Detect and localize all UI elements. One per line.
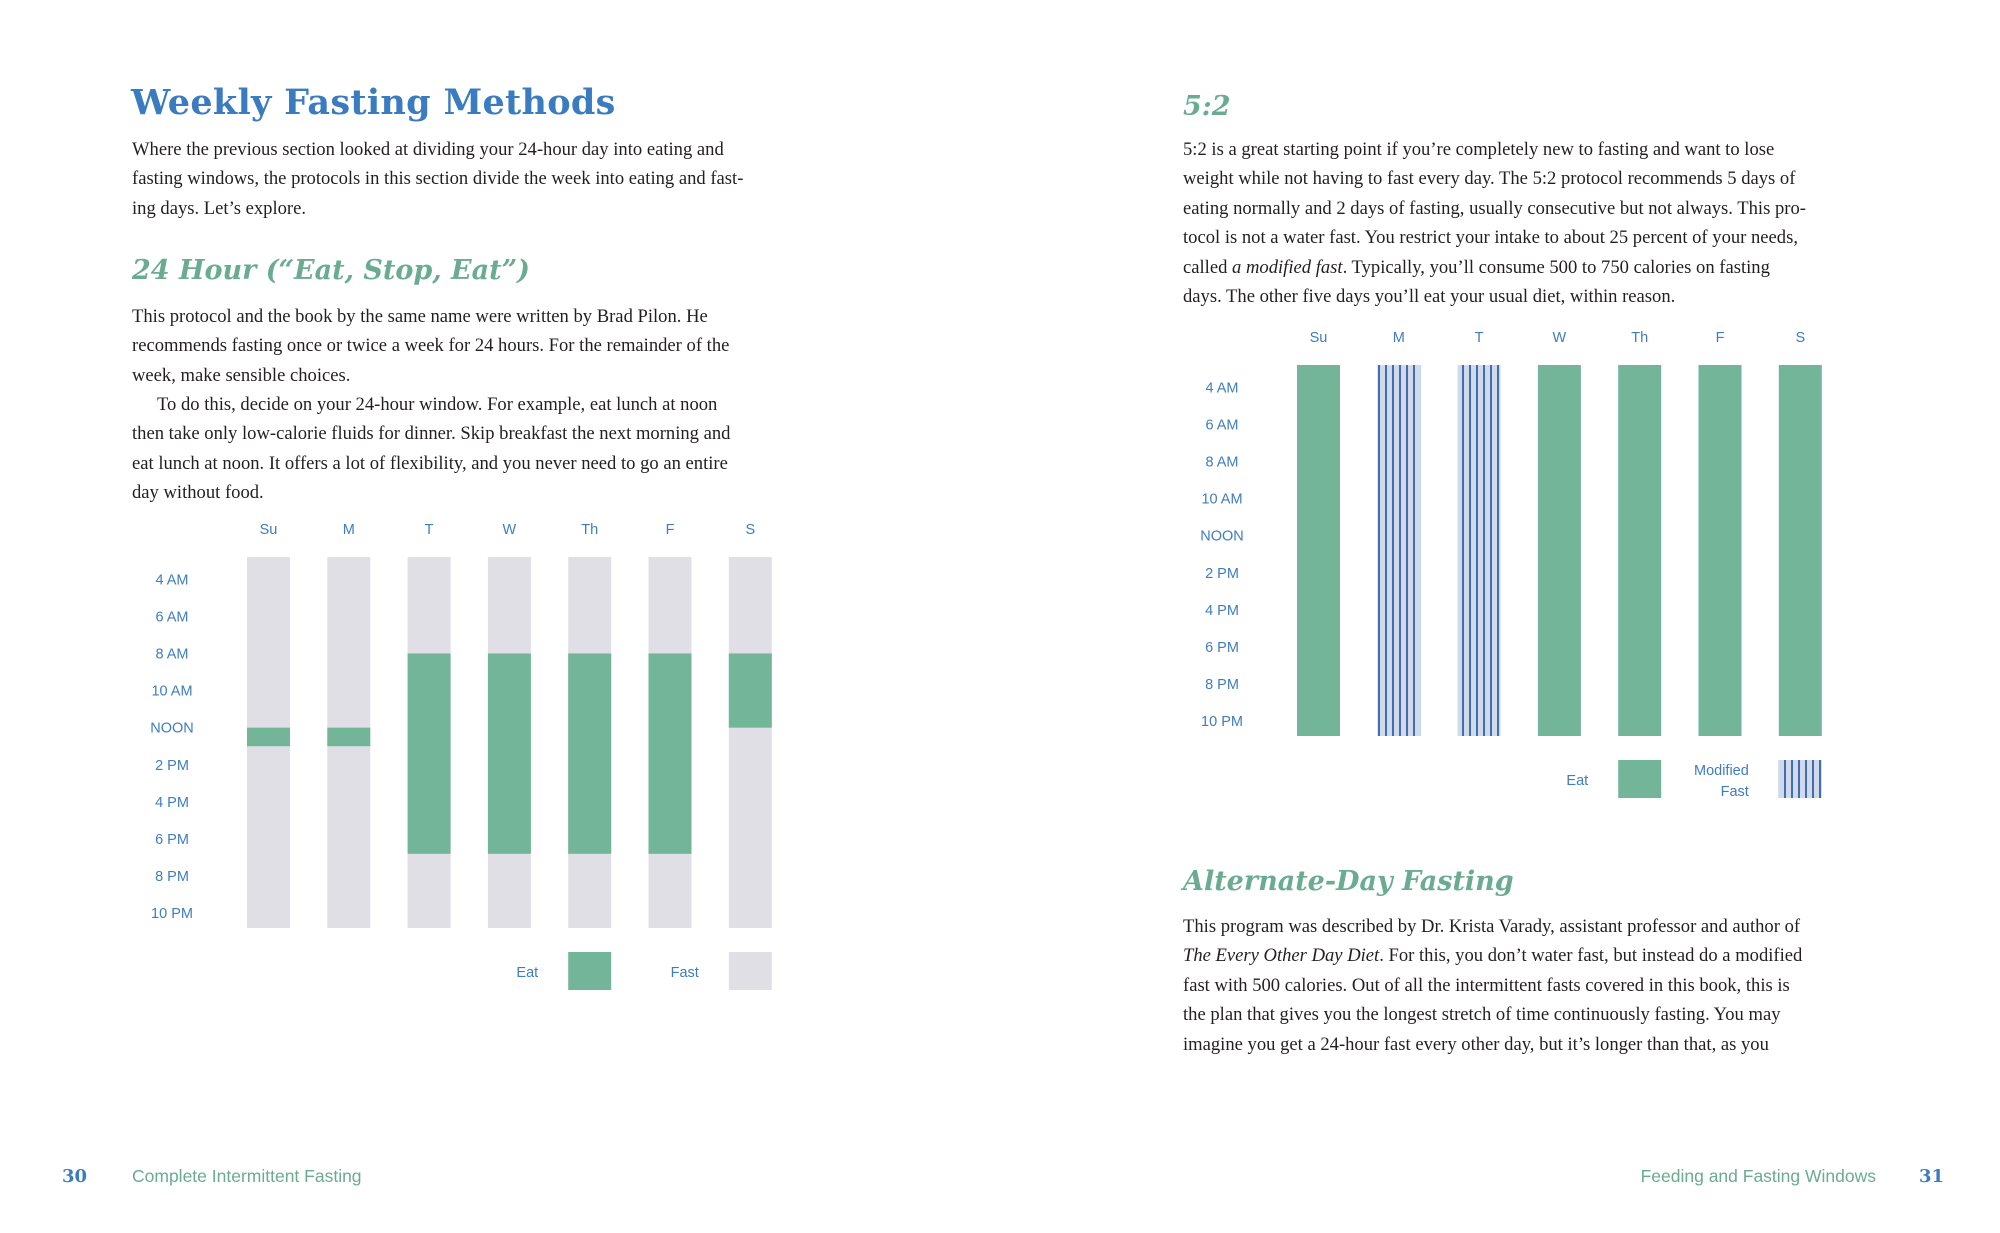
text-line: Where the previous section looked at dividing your 24-hour day into eating and: [132, 139, 724, 160]
time-label: 6 AM: [155, 609, 189, 626]
chart-5-2: [1180, 318, 1860, 808]
intro-paragraph: [132, 135, 832, 223]
paragraph-24-hour-1: [132, 302, 832, 390]
time-label: NOON: [1200, 528, 1244, 545]
text-line: day without food.: [132, 482, 264, 504]
text-run: called: [1183, 256, 1233, 278]
eat-segment-m: [327, 728, 370, 747]
time-label: NOON: [150, 720, 194, 737]
day-label: S: [1795, 330, 1806, 346]
section-title-24-hour: 24 Hour (“Eat, Stop, Eat”): [132, 255, 530, 286]
time-label: 10 PM: [151, 906, 193, 923]
page-number-left: 30: [62, 1166, 88, 1187]
time-label: 6 PM: [155, 831, 189, 848]
running-footer-right: Feeding and Fasting Windows: [1640, 1166, 1876, 1186]
text-line: fasting windows, the protocols in this section divide the week into eating and fast-: [132, 168, 744, 190]
text-line: then take only low-calorie fluids for dinner. Skip breakfast the next morning and: [132, 423, 731, 445]
running-footer-left: Complete Intermittent Fasting: [132, 1166, 362, 1186]
day-label: S: [745, 522, 756, 538]
day-label: Th: [1631, 330, 1649, 346]
text-line: [1183, 941, 1903, 970]
time-label: 8 AM: [155, 646, 189, 663]
legend-swatch-modified-fast: [1779, 760, 1822, 798]
text-run: . For this, you don’t water fast, but instead do a modified: [1379, 945, 1803, 967]
time-label: 4 PM: [1205, 602, 1239, 619]
text-line: days. The other five days you’ll eat your usual diet, within reason.: [1183, 286, 1676, 308]
text-line: imagine you get a 24-hour fast every other day, but it’s longer than that, as you: [1183, 1033, 1769, 1055]
day-label: T: [424, 522, 434, 538]
eat-segment-su: [247, 728, 290, 747]
page-number-right: 31: [1918, 1166, 1944, 1187]
italic-term: a modified fast: [1232, 256, 1343, 278]
text-line: fast with 500 calories. Out of all the intermittent fasts covered in this book, this is: [1183, 974, 1790, 996]
text-line: ing days. Let’s explore.: [132, 197, 307, 219]
eat-segment-w: [488, 653, 531, 853]
time-label: 10 AM: [151, 683, 193, 700]
page-title: Weekly Fasting Methods: [131, 82, 616, 123]
day-label: F: [665, 522, 675, 538]
time-label: 8 PM: [155, 869, 189, 886]
day-label: T: [1474, 330, 1484, 346]
eat-segment-f: [649, 653, 692, 853]
legend-label-modified-fast-line1: Modified: [1693, 763, 1749, 779]
time-label: 10 AM: [1201, 491, 1243, 508]
text-line: the plan that gives you the longest stretch of time continuously fasting. You may: [1183, 1004, 1781, 1026]
text-run: . Typically, you’ll consume 500 to 750 calories on fasting: [1342, 256, 1770, 278]
text-line: tocol is not a water fast. You restrict your intake to about 25 percent of your needs,: [1183, 227, 1798, 249]
day-label: Su: [1309, 330, 1328, 346]
legend-label-fast: Fast: [670, 965, 699, 981]
fast-bar-s: [729, 557, 772, 928]
text-line: 5:2 is a great starting point if you’re completely new to fasting and want to lose: [1183, 139, 1775, 160]
text-line: weight while not having to fast every day. The 5:2 protocol recommends 5 days of: [1183, 168, 1796, 190]
text-line: eat lunch at noon. It offers a lot of flexibility, and you never need to go an entire: [132, 452, 728, 474]
eat-bar-s: [1779, 365, 1822, 736]
legend-label-eat: Eat: [1566, 773, 1589, 789]
time-label: 4 AM: [1205, 380, 1239, 397]
paragraph-24-hour-2: [132, 390, 832, 508]
italic-book-title: The Every Other Day Diet: [1183, 945, 1380, 967]
text-line: recommends fasting once or twice a week for 24 hours. For the remainder of the: [132, 335, 730, 357]
text-line: This program was described by Dr. Krista Varady, assistant professor and author of: [1183, 916, 1801, 937]
time-label: 4 PM: [155, 794, 189, 811]
modified-fast-bar-t: [1458, 365, 1501, 736]
time-label: 6 AM: [1205, 417, 1239, 434]
time-label: 4 AM: [155, 572, 189, 589]
text-line: [1183, 253, 1903, 282]
eat-bar-w: [1538, 365, 1581, 736]
eat-bar-su: [1297, 365, 1340, 736]
day-label: W: [502, 522, 517, 538]
day-label: M: [1392, 330, 1405, 346]
day-label: M: [342, 522, 355, 538]
time-label: 10 PM: [1201, 714, 1243, 731]
legend-swatch-fast: [729, 952, 772, 990]
eat-segment-s: [729, 653, 772, 727]
day-label: W: [1552, 330, 1567, 346]
section-title-5-2: 5:2: [1183, 91, 1231, 122]
legend-swatch-eat: [568, 952, 611, 990]
time-label: 2 PM: [155, 757, 189, 774]
eat-segment-th: [568, 653, 611, 853]
time-label: 2 PM: [1205, 565, 1239, 582]
eat-segment-t: [408, 653, 451, 853]
time-label: 8 AM: [1205, 454, 1239, 471]
modified-fast-bar-m: [1377, 365, 1420, 736]
legend-label-modified-fast-line2: Fast: [1720, 784, 1749, 800]
legend-label-eat: Eat: [516, 965, 539, 981]
chart-24-hour: [130, 510, 810, 1000]
text-line: week, make sensible choices.: [132, 364, 351, 386]
text-line: This protocol and the book by the same name were written by Brad Pilon. He: [132, 306, 708, 327]
day-label: Th: [581, 522, 599, 538]
paragraph-alternate-day: [1183, 912, 1903, 1059]
paragraph-5-2: [1183, 135, 1903, 311]
day-label: Su: [259, 522, 278, 538]
eat-bar-f: [1699, 365, 1742, 736]
section-title-alternate-day: Alternate-Day Fasting: [1183, 866, 1514, 897]
time-label: 8 PM: [1205, 677, 1239, 694]
eat-bar-th: [1618, 365, 1661, 736]
legend-swatch-eat: [1618, 760, 1661, 798]
day-label: F: [1715, 330, 1725, 346]
time-label: 6 PM: [1205, 639, 1239, 656]
text-line: eating normally and 2 days of fasting, usually consecutive but not always. This pro-: [1183, 197, 1806, 219]
text-line: To do this, decide on your 24-hour window. For example, eat lunch at noon: [157, 394, 718, 415]
